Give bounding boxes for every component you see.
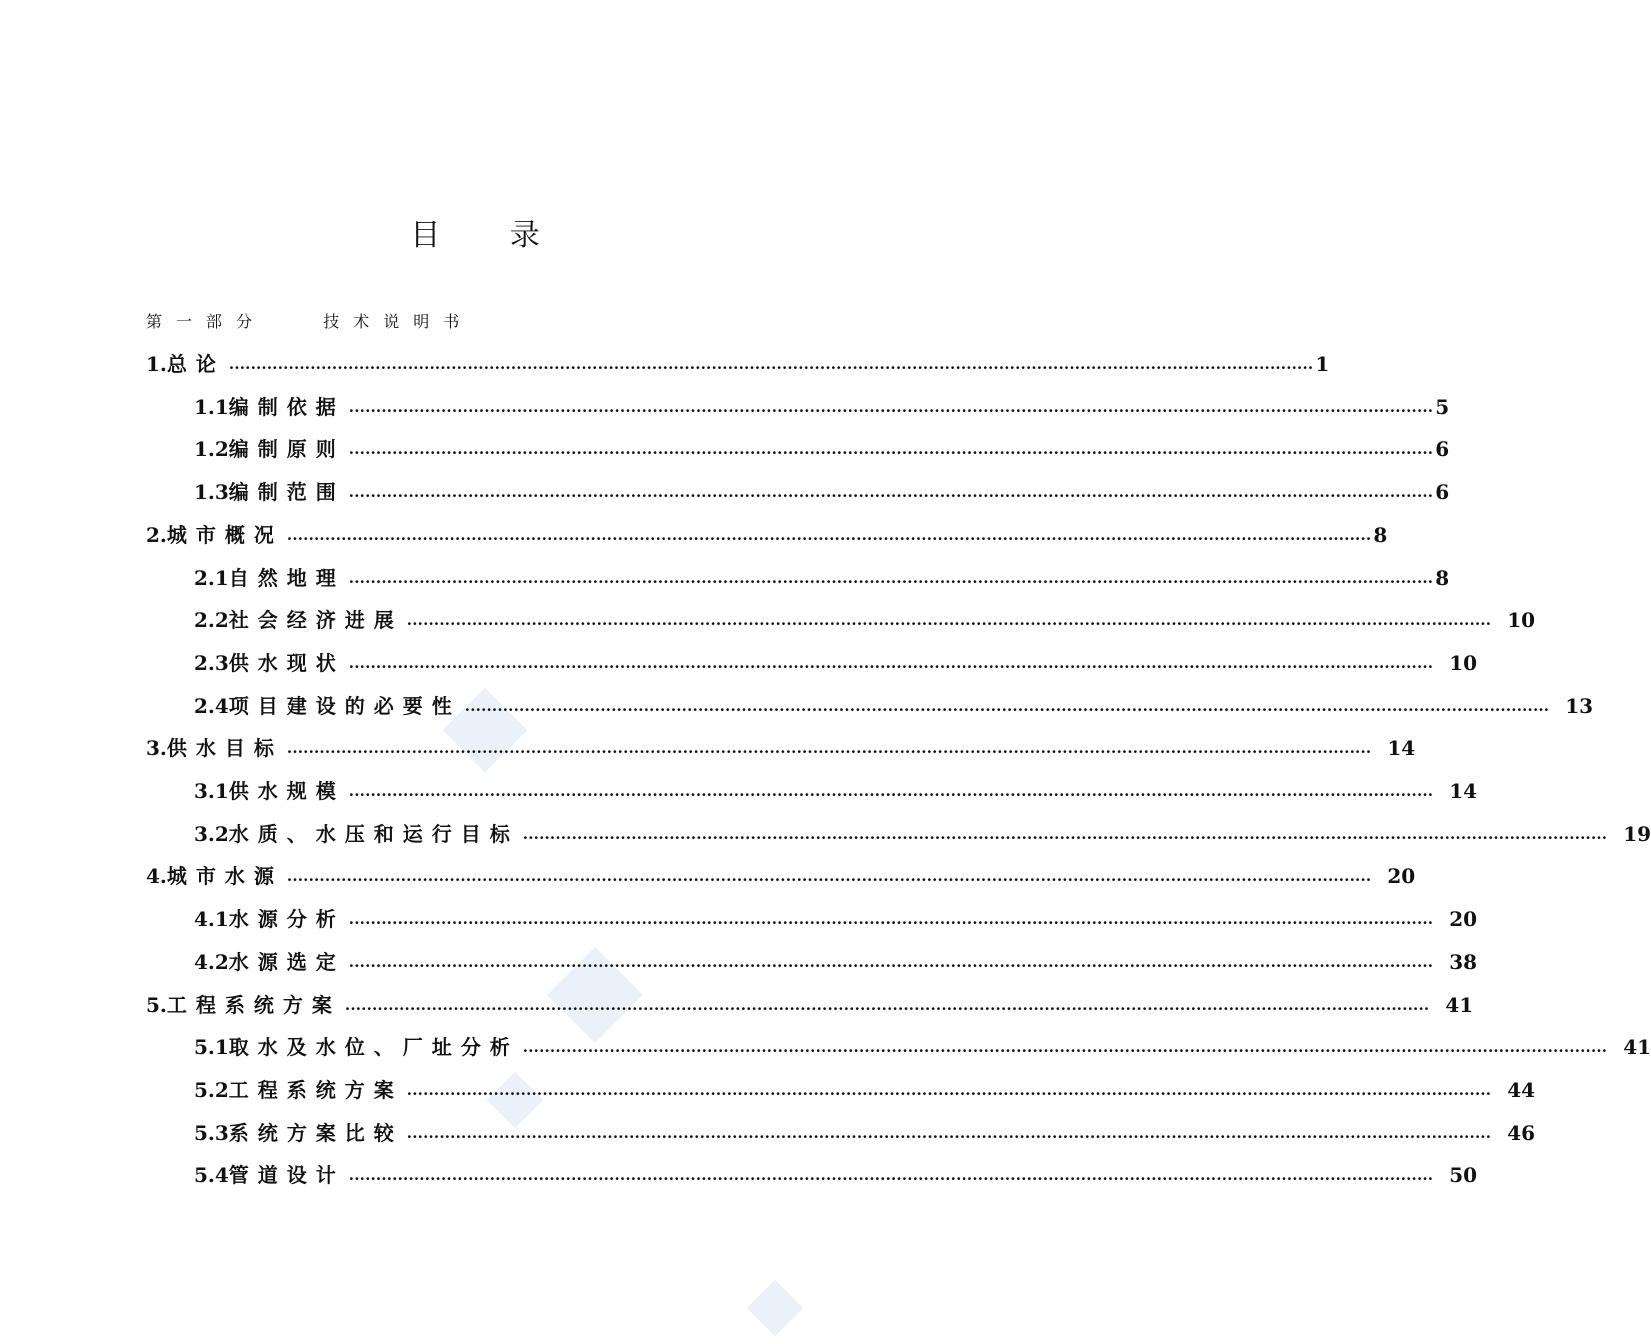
toc-entry-number: 5.: [146, 992, 167, 1017]
toc-entry-page: 1: [1315, 352, 1330, 376]
toc-entry[interactable]: [194, 428, 1450, 471]
toc-entry-page: 20: [1449, 907, 1478, 932]
toc-entry[interactable]: [194, 898, 1478, 941]
toc-entry-page: 10: [1449, 650, 1478, 675]
toc-entry-title: 取水及水位、厂址分析: [228, 1035, 519, 1060]
toc-entry-title: 总论: [166, 352, 225, 376]
toc-entry[interactable]: [146, 514, 1388, 557]
toc-entry[interactable]: [194, 685, 1594, 728]
toc-entry-number: 5.1: [194, 1035, 229, 1060]
toc-entry-title: 项目建设的必要性: [228, 693, 461, 718]
toc-entry-number: 1.1: [194, 394, 229, 419]
toc-entry-number: 2.4: [194, 693, 229, 718]
toc-leader-dots: ........................................................................................................................................................................................................: [286, 525, 1372, 544]
toc-entry[interactable]: [146, 855, 1416, 898]
toc-entry-page: 19: [1623, 821, 1651, 846]
toc-entry[interactable]: [194, 386, 1450, 429]
toc-entry[interactable]: [146, 984, 1474, 1027]
toc-leader-dots: ........................................................................................................................................................................................................: [522, 824, 1608, 843]
toc-entry-number: 4.1: [194, 907, 229, 932]
page-title: 目 录: [410, 218, 570, 253]
toc-entry-title: 水质、水压和运行目标: [228, 821, 519, 846]
toc-leader-dots: ........................................................................................................................................................................................................: [286, 867, 1372, 886]
toc-leader-dots: ........................................................................................................................................................................................................: [286, 739, 1372, 758]
toc-entry-number: 5.4: [194, 1163, 229, 1188]
toc-leader-dots: ........................................................................................................................................................................................................: [348, 568, 1434, 587]
toc-entry-page: 41: [1445, 992, 1474, 1017]
toc-leader-dots: ........................................................................................................................................................................................................: [348, 1166, 1434, 1185]
toc-entry-number: 2.1: [194, 565, 229, 590]
toc-entry-page: 6: [1435, 437, 1450, 462]
toc-entry-title: 城市水源: [166, 864, 283, 889]
toc-leader-dots: ........................................................................................................................................................................................................: [344, 995, 1430, 1014]
toc-leader-dots: ........................................................................................................................................................................................................: [464, 696, 1550, 715]
toc-entry-number: 2.3: [194, 650, 229, 675]
toc-entry[interactable]: [194, 1112, 1536, 1155]
toc-entry-number: 1.3: [194, 480, 229, 505]
toc-leader-dots: ........................................................................................................................................................................................................: [522, 1038, 1608, 1057]
toc-entry[interactable]: [194, 941, 1478, 984]
toc-leader-dots: ........................................................................................................................................................................................................: [228, 355, 1314, 373]
toc-entry-number: 3.1: [194, 779, 229, 803]
toc-entry-number: 2.: [146, 522, 167, 547]
toc-entry[interactable]: [146, 727, 1416, 770]
toc-leader-dots: ........................................................................................................................................................................................................: [348, 397, 1434, 416]
toc-entry[interactable]: [194, 1069, 1536, 1112]
toc-entry-title: 编制范围: [228, 480, 345, 505]
toc-entry-number: 1.2: [194, 437, 229, 462]
toc-entry-page: 8: [1373, 522, 1388, 547]
toc-entry-page: 14: [1387, 736, 1416, 761]
toc-entry-title: 管道设计: [228, 1163, 345, 1188]
toc-entry-number: 3.2: [194, 821, 229, 846]
toc-leader-dots: ........................................................................................................................................................................................................: [348, 910, 1434, 929]
toc-entry-number: 3.: [146, 736, 167, 761]
toc-entry-page: 6: [1435, 480, 1450, 505]
toc-entry[interactable]: [194, 1154, 1478, 1197]
toc-entry-title: 供水目标: [166, 736, 283, 761]
toc-entry-title: 水源分析: [228, 907, 345, 932]
toc-entry[interactable]: [146, 343, 1330, 386]
toc-entry-title: 编制依据: [228, 394, 345, 419]
toc-entry[interactable]: [194, 1026, 1651, 1069]
toc-entry-number: 5.3: [194, 1120, 229, 1145]
toc-entry[interactable]: [194, 599, 1536, 642]
toc-entry-page: 44: [1507, 1077, 1536, 1102]
toc-entry-title: 社会经济进展: [228, 608, 403, 633]
toc-entry-page: 50: [1449, 1163, 1478, 1188]
toc-leader-dots: ........................................................................................................................................................................................................: [348, 483, 1434, 502]
toc-leader-dots: ........................................................................................................................................................................................................: [406, 611, 1492, 630]
toc-leader-dots: ........................................................................................................................................................................................................: [348, 782, 1434, 800]
toc-entry[interactable]: [194, 642, 1478, 685]
toc-entry[interactable]: [194, 471, 1450, 514]
toc-entry-page: 41: [1623, 1035, 1651, 1060]
toc-entry-title: 自然地理: [228, 565, 345, 590]
toc-leader-dots: ........................................................................................................................................................................................................: [348, 952, 1434, 971]
toc-entry-page: 46: [1507, 1120, 1536, 1145]
toc-leader-dots: ........................................................................................................................................................................................................: [348, 440, 1434, 459]
part-heading: 第一部分 技术说明书: [146, 312, 474, 331]
toc-entry-title: 供水现状: [228, 650, 345, 675]
toc-entry[interactable]: [194, 770, 1478, 813]
toc-entry-page: 8: [1435, 565, 1450, 590]
toc-entry-title: 系统方案比较: [228, 1120, 403, 1145]
watermark-flower-icon: [740, 1275, 810, 1341]
toc-leader-dots: ........................................................................................................................................................................................................: [348, 653, 1434, 672]
toc-entry-number: 1.: [146, 352, 167, 376]
toc-entry-page: 14: [1449, 779, 1478, 803]
toc-entry-number: 2.2: [194, 608, 229, 633]
toc-entry-page: 38: [1449, 949, 1478, 974]
toc-leader-dots: ........................................................................................................................................................................................................: [406, 1080, 1492, 1099]
toc-entry-title: 供水规模: [228, 779, 345, 803]
toc-entry[interactable]: [194, 557, 1450, 600]
toc-leader-dots: ........................................................................................................................................................................................................: [406, 1123, 1492, 1142]
toc-entry-number: 5.2: [194, 1077, 229, 1102]
toc-entry-title: 工程系统方案: [228, 1077, 403, 1102]
toc-entry-title: 水源选定: [228, 949, 345, 974]
toc-entry[interactable]: [194, 813, 1651, 856]
toc-entry-page: 10: [1507, 608, 1536, 633]
toc-entry-title: 城市概况: [166, 522, 283, 547]
toc-entry-title: 编制原则: [228, 437, 345, 462]
toc-entry-title: 工程系统方案: [166, 992, 341, 1017]
toc-entry-page: 20: [1387, 864, 1416, 889]
toc-entry-page: 5: [1435, 394, 1450, 419]
toc-entry-page: 13: [1565, 693, 1594, 718]
toc-entry-number: 4.2: [194, 949, 229, 974]
toc-entry-number: 4.: [146, 864, 167, 889]
